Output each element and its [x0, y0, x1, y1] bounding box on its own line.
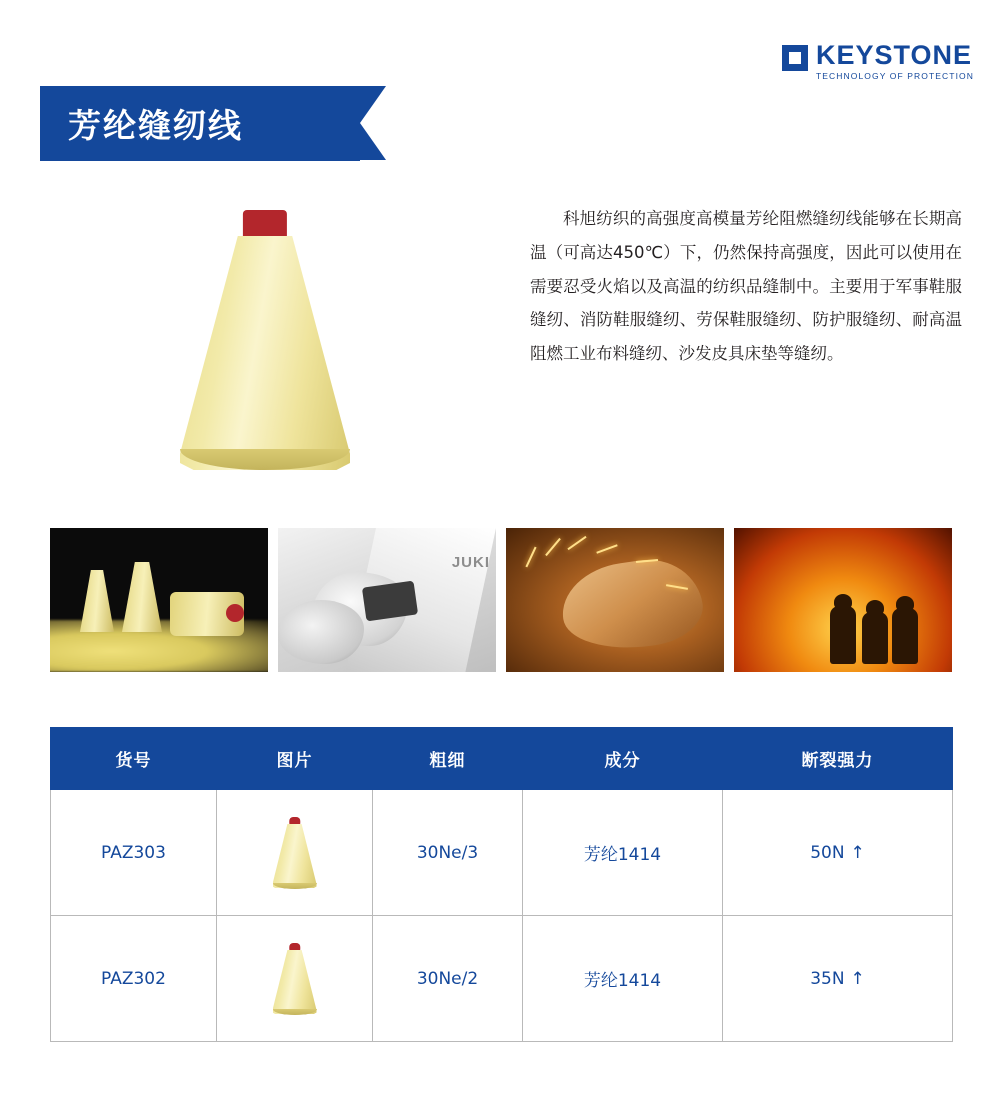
firefighter-2 — [862, 612, 888, 664]
cell-image — [217, 790, 373, 916]
cone-lying-cap — [226, 604, 244, 622]
header-code: 货号 — [51, 728, 217, 790]
table-header-row — [51, 728, 953, 790]
machine-brand-text: JUKI — [451, 554, 490, 571]
cell-composition: 芳纶1414 — [523, 790, 723, 916]
header-size: 粗细 — [373, 728, 523, 790]
brand-logo — [782, 42, 974, 81]
photo-gallery — [50, 528, 952, 672]
cell-code: PAZ303 — [51, 790, 217, 916]
cell-code: PAZ302 — [51, 916, 217, 1042]
firefighter-1 — [830, 606, 856, 664]
photo-firefighters — [734, 528, 952, 672]
cell-composition: 芳纶1414 — [523, 916, 723, 1042]
hand-lower — [278, 600, 364, 664]
cone-body — [180, 236, 350, 470]
page-title-banner — [40, 86, 360, 161]
cone-body — [273, 824, 317, 889]
page-title: 芳纶缝纫线 — [68, 106, 243, 145]
spark-3 — [567, 536, 586, 550]
header-strength: 断裂强力 — [723, 728, 953, 790]
spark-1 — [525, 547, 536, 568]
banner-arrow-shape — [360, 86, 386, 160]
cone-small-a — [80, 570, 114, 632]
spec-table — [50, 727, 953, 1042]
cone-small-b — [122, 562, 162, 632]
photo-cones-on-fiber — [50, 528, 268, 672]
cell-size: 30Ne/2 — [373, 916, 523, 1042]
row-cone-image — [273, 817, 317, 889]
arrow-up-icon: ↑ — [850, 842, 865, 863]
hero-section — [40, 190, 962, 490]
product-cone-image — [180, 210, 350, 470]
header-image: 图片 — [217, 728, 373, 790]
photo-welding-glove — [506, 528, 724, 672]
cone-body — [273, 950, 317, 1015]
strength-value: 50N — [810, 842, 845, 863]
cell-strength — [723, 916, 953, 1042]
brand-logo-text — [816, 42, 974, 81]
brand-tagline: TECHNOLOGY OF PROTECTION — [815, 71, 974, 81]
product-description: 科旭纺织的高强度高模量芳纶阻燃缝纫线能够在长期高温（可高达450℃）下，仍然保持高强度，因此可以使用在需要忍受火焰以及高温的纺织品缝制中。主要用于军事鞋服缝纫、消防鞋服缝纫、劳保鞋服缝纫、防护服缝纫、耐高温阻燃工业布料缝纫、沙发皮具床垫等缝纫。 — [530, 209, 962, 364]
cell-image — [217, 916, 373, 1042]
table-row — [51, 916, 953, 1042]
arrow-up-icon: ↑ — [850, 968, 865, 989]
header-composition: 成分 — [523, 728, 723, 790]
glove-shape — [557, 553, 708, 658]
spark-4 — [596, 544, 617, 553]
brand-name: KEYSTONE — [815, 40, 973, 70]
firefighter-3 — [892, 608, 918, 664]
spark-2 — [545, 538, 561, 556]
strength-value: 35N — [810, 968, 845, 989]
photo-sewing-machine — [278, 528, 496, 672]
row-cone-image — [273, 943, 317, 1015]
table-row — [51, 790, 953, 916]
cell-strength — [723, 790, 953, 916]
cell-size: 30Ne/3 — [373, 790, 523, 916]
presser-foot — [362, 581, 418, 622]
keystone-logo-icon — [782, 45, 808, 71]
